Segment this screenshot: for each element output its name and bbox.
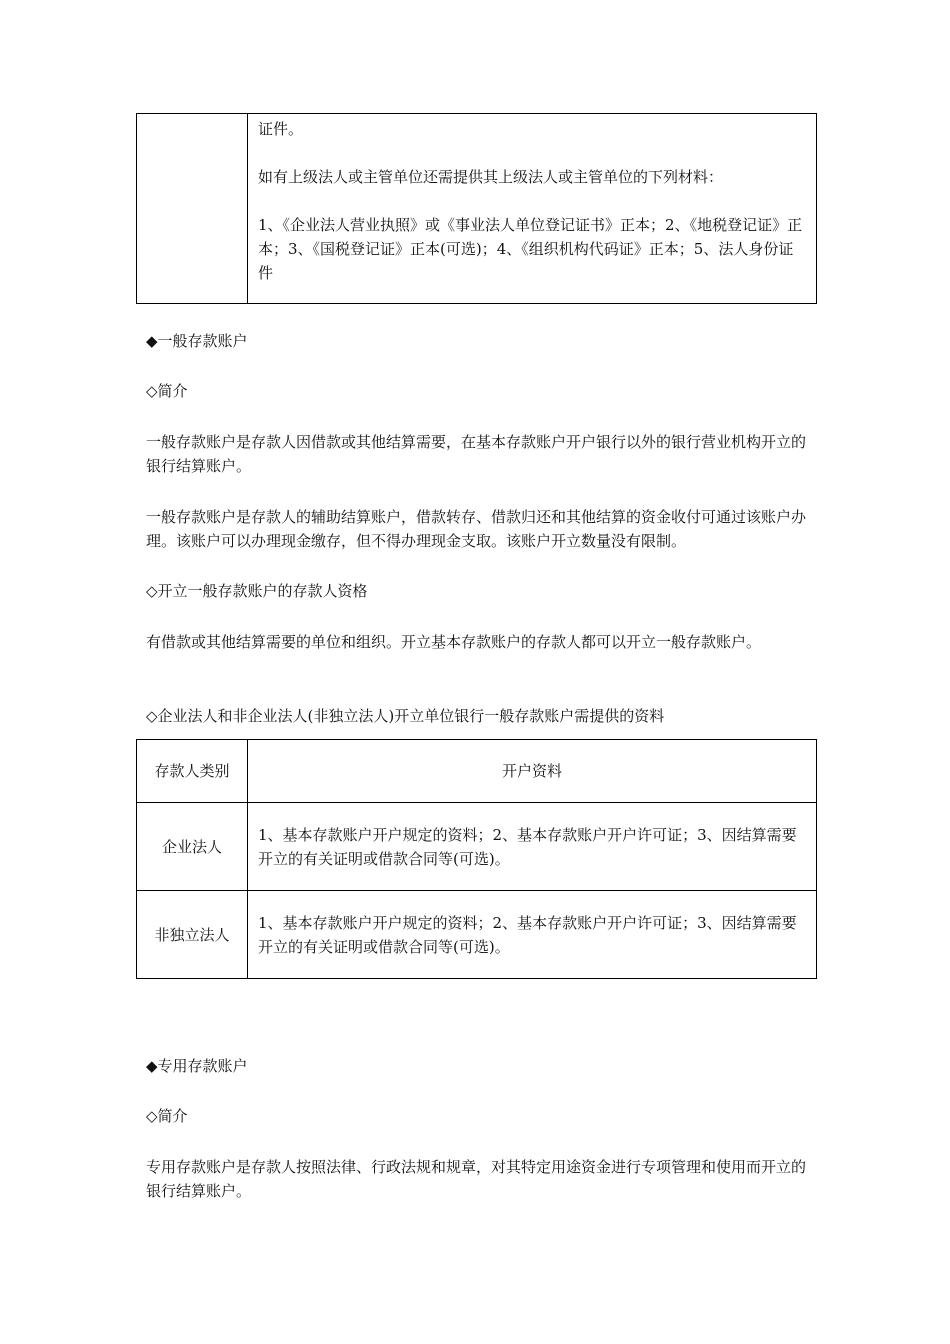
subheading-materials: ◇企业法人和非企业法人(非独立法人)开立单位银行一般存款账户需提供的资料 — [146, 707, 665, 725]
table-row — [137, 891, 817, 979]
empty-category-cell — [137, 114, 248, 304]
category-cell: 企业法人 — [137, 803, 248, 891]
materials-text: 1、《企业法人营业执照》或《事业法人单位登记证书》正本；2、《地税登记证》正本；3、《国税登记证》正本(可选)；4、《组织机构代码证》正本；5、法人身份证件 — [258, 216, 803, 282]
subheading-eligibility: ◇开立一般存款账户的存款人资格 — [146, 582, 368, 600]
table-row — [137, 803, 817, 891]
paragraph: 有借款或其他结算需要的单位和组织。开立基本存款账户的存款人都可以开立一般存款账户。 — [146, 633, 762, 651]
subheading-intro: ◇简介 — [146, 1107, 188, 1125]
table-header-row — [137, 740, 817, 803]
paragraph: 一般存款账户是存款人的辅助结算账户，借款转存、借款归还和其他结算的资金收付可通过该账户办理。该账户可以办理现金缴存，但不得办理现金支取。该账户开立数量没有限制。 — [146, 508, 807, 550]
materials-text: 证件。 — [258, 120, 304, 138]
materials-cell: 1、基本存款账户开户规定的资料；2、基本存款账户开户许可证；3、因结算需要开立的有关证明或借款合同等(可选)。 — [248, 803, 817, 891]
paragraph: 一般存款账户是存款人因借款或其他结算需要，在基本存款账户开户银行以外的银行营业机构开立的银行结算账户。 — [146, 433, 807, 475]
materials-cell: 1、基本存款账户开户规定的资料；2、基本存款账户开户许可证；3、因结算需要开立的有关证明或借款合同等(可选)。 — [248, 891, 817, 979]
section-heading-general-account: ◆一般存款账户 — [146, 332, 248, 350]
materials-text: 如有上级法人或主管单位还需提供其上级法人或主管单位的下列材料： — [258, 168, 724, 186]
category-cell: 非独立法人 — [137, 891, 248, 979]
materials-cell — [248, 114, 817, 304]
materials-table — [136, 739, 817, 979]
header-materials: 开户资料 — [248, 740, 817, 803]
paragraph: 专用存款账户是存款人按照法律、行政法规和规章，对其特定用途资金进行专项管理和使用而开立的银行结算账户。 — [146, 1158, 807, 1200]
continued-materials-table — [136, 113, 817, 304]
header-category: 存款人类别 — [137, 740, 248, 803]
section-heading-special-account: ◆专用存款账户 — [146, 1057, 248, 1075]
subheading-intro: ◇简介 — [146, 382, 188, 400]
